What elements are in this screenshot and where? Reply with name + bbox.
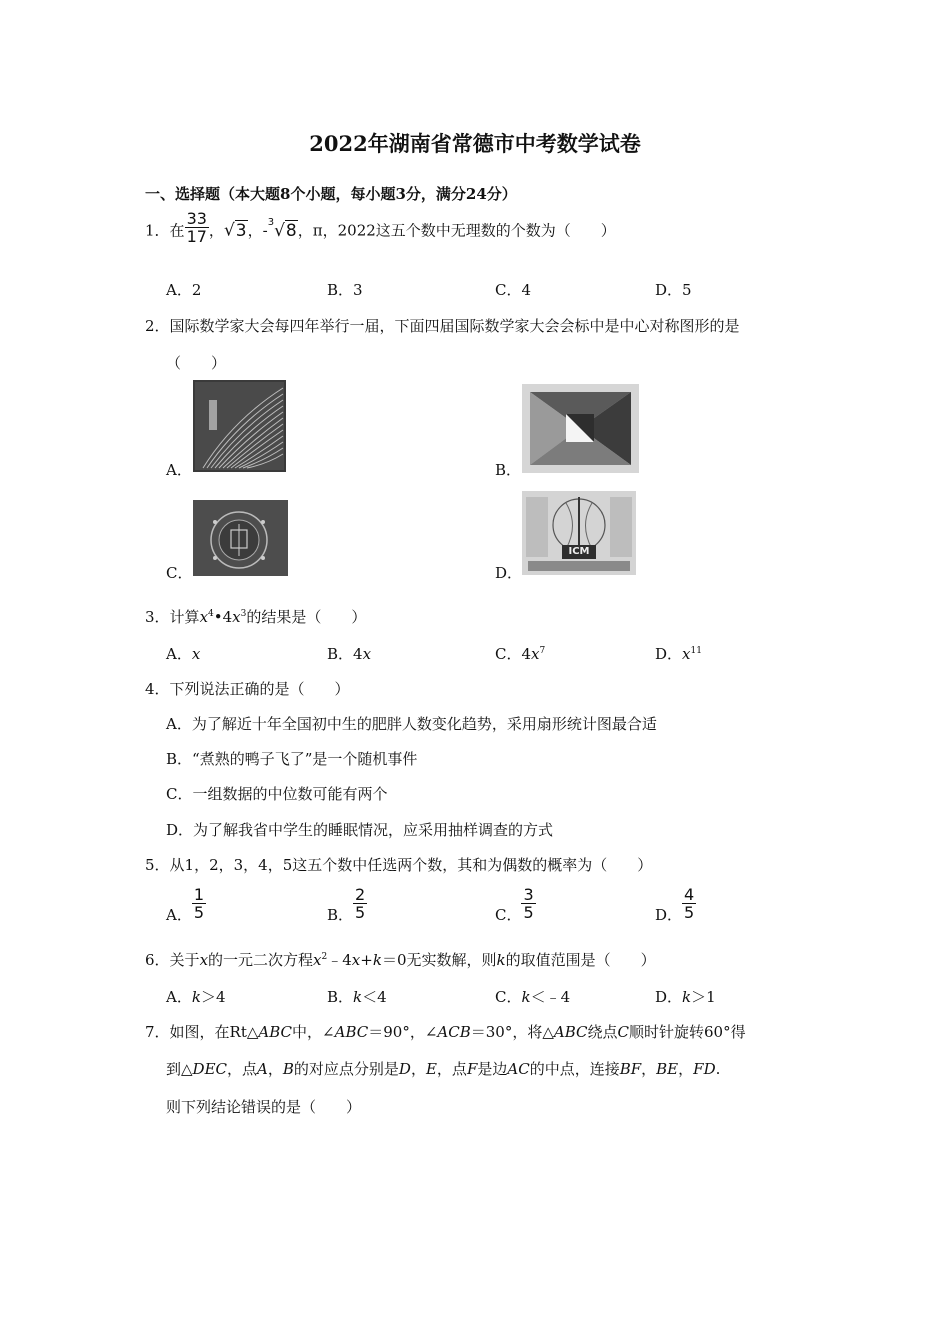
text: ， <box>410 1060 426 1078</box>
question-text-tail: ，π，2022这五个数中无理数的个数为（ ） <box>297 221 616 240</box>
question-number: 6． <box>145 951 170 969</box>
text: 的对应点分别是 <box>293 1060 399 1078</box>
fraction-denominator: 5 <box>523 903 534 922</box>
question-3 <box>145 606 366 627</box>
text: ＝30°，将△ <box>470 1023 554 1041</box>
question-6 <box>145 949 656 970</box>
option-a <box>166 885 206 924</box>
question-text: ＝0无实数解，则 <box>381 951 497 969</box>
label-b: B <box>282 1060 294 1078</box>
radicand: 8 <box>285 220 297 241</box>
separator: ， <box>208 221 224 240</box>
option-label: D． <box>655 905 683 924</box>
text: 的中点，连接 <box>529 1060 620 1078</box>
option-b: B．“煮熟的鸭子飞了”是一个随机事件 <box>166 750 418 768</box>
question-7-line-2 <box>166 1058 720 1079</box>
option-b <box>327 643 371 664</box>
option-label: A． <box>166 988 192 1006</box>
label-d: D <box>398 1060 411 1078</box>
question-text: 的一元二次方程 <box>208 951 314 969</box>
icm-logo-a <box>193 380 286 472</box>
square-root: √3 <box>223 220 247 241</box>
option-b <box>327 986 387 1007</box>
operator: + <box>360 951 373 969</box>
text: 到△ <box>166 1060 193 1078</box>
label-fd: FD <box>693 1060 716 1078</box>
text: 是边 <box>477 1060 508 1078</box>
option-label: C． <box>495 905 522 924</box>
cube-root: $^3$√8 <box>267 216 297 241</box>
question-2-paren: （ ） <box>166 354 227 372</box>
text: 顺时针旋转60°得 <box>628 1023 746 1041</box>
label-c: C <box>617 1023 629 1041</box>
exponent: 7 <box>539 646 546 656</box>
label-dec: DEC <box>192 1060 227 1078</box>
variable-x: x <box>199 608 209 626</box>
label-abc: ABC <box>334 1023 369 1041</box>
variable-k: k <box>353 988 363 1006</box>
separator: ， <box>247 221 263 240</box>
variable-k: k <box>682 988 692 1006</box>
option-label: B． <box>327 905 354 924</box>
option-d <box>655 885 696 924</box>
question-number: 1． <box>145 221 170 240</box>
option-d-label: D． <box>495 564 523 582</box>
fraction-numerator: 1 <box>193 885 205 904</box>
label-acb: ACB <box>437 1023 471 1041</box>
icm-logo-d-graphic <box>522 491 636 575</box>
fraction-1-5 <box>192 886 206 921</box>
option-label: A． <box>166 905 192 924</box>
fraction-numerator: 33 <box>186 209 207 228</box>
question-7-line-3: 则下列结论错误的是（ ） <box>166 1098 362 1116</box>
option-label: D． <box>655 988 683 1006</box>
fraction-numerator: 2 <box>355 885 366 904</box>
variable-k: k <box>496 951 506 969</box>
exponent: 11 <box>690 646 702 656</box>
option-c-label: C． <box>166 564 193 582</box>
text: ， <box>678 1060 694 1078</box>
option-d <box>655 643 702 664</box>
option-a-label: A． <box>166 461 192 479</box>
option-c <box>495 885 536 924</box>
option-label: A． <box>166 645 192 663</box>
label-bf: BF <box>619 1060 642 1078</box>
exponent: 3 <box>240 609 247 619</box>
question-text: 在 <box>169 221 185 240</box>
option-value: x <box>531 645 540 663</box>
fraction-denominator: 17 <box>186 227 207 246</box>
operator: ﹣4 <box>327 951 352 969</box>
question-text-tail: 的取值范围是（ ） <box>505 951 656 969</box>
question-text: 关于 <box>169 951 200 969</box>
question-4-text: 4．下列说法正确的是（ ） <box>145 680 350 698</box>
option-a <box>166 986 225 1007</box>
text: . <box>715 1060 721 1078</box>
fraction-denominator: 5 <box>193 903 205 922</box>
label-ac: AC <box>507 1060 530 1078</box>
question-2-text: 2．国际数学家大会每四年举行一届，下面四届国际数学家大会会标中是中心对称图形的是 <box>145 317 740 335</box>
option-a: A．为了解近十年全国初中生的肥胖人数变化趋势，采用扇形统计图最合适 <box>166 715 657 733</box>
label-e: E <box>425 1060 437 1078</box>
option-a <box>166 643 200 664</box>
question-text: 计算 <box>169 608 200 626</box>
option-value: x <box>682 645 691 663</box>
variable-x: x <box>199 951 209 969</box>
variable-k: k <box>521 988 531 1006</box>
minus-sign: - <box>262 221 268 240</box>
variable-x: x <box>232 608 241 626</box>
fraction-denominator: 5 <box>355 903 366 922</box>
radicand: 3 <box>235 220 247 241</box>
question-5-text: 5．从1，2，3，4，5这五个数中任选两个数，其和为偶数的概率为（ ） <box>145 856 653 874</box>
option-label: B．4 <box>327 645 363 663</box>
label-be: BE <box>656 1060 679 1078</box>
fraction-numerator: 3 <box>523 885 534 904</box>
fraction-2-5 <box>353 886 367 921</box>
icm-logo-a-graphic <box>193 380 286 472</box>
variable-x: x <box>313 951 322 969</box>
text: 绕点 <box>587 1023 618 1041</box>
option-value: ＜﹣4 <box>530 988 571 1006</box>
text: ， <box>267 1060 283 1078</box>
option-c: C．4 <box>495 281 532 299</box>
icm-logo-b-graphic <box>522 384 639 473</box>
option-label: C． <box>495 988 522 1006</box>
label-f: F <box>466 1060 478 1078</box>
option-c <box>495 643 545 664</box>
fraction-denominator: 5 <box>684 903 695 922</box>
question-7-line-1 <box>145 1021 746 1042</box>
question-1 <box>145 209 616 249</box>
variable-k: k <box>372 951 382 969</box>
option-b <box>327 885 367 924</box>
option-d <box>655 986 716 1007</box>
exponent: 2 <box>321 952 328 962</box>
option-value: ＞1 <box>691 988 716 1006</box>
option-label: D． <box>655 645 683 663</box>
option-label: C．4 <box>495 645 532 663</box>
option-value: ＜4 <box>362 988 387 1006</box>
fraction-33-17 <box>185 210 209 245</box>
text: ，点 <box>436 1060 467 1078</box>
text: 7．如图，在Rt△ <box>145 1023 259 1041</box>
option-d: D．为了解我省中学生的睡眠情况，应采用抽样调查的方式 <box>166 821 554 839</box>
text: ＝90°，∠ <box>368 1023 438 1041</box>
option-value: x <box>191 645 201 663</box>
fraction-3-5 <box>521 886 535 921</box>
option-value: ＞4 <box>200 988 226 1006</box>
section-heading: 一、选择题（本大题8个小题，每小题3分，满分24分） <box>145 185 517 203</box>
question-text-tail: 的结果是（ ） <box>246 608 367 626</box>
icm-label: ICM <box>568 546 590 557</box>
option-c <box>495 986 570 1007</box>
option-value: x <box>362 645 372 663</box>
text: ，点 <box>227 1060 258 1078</box>
icm-logo-d <box>522 491 636 575</box>
variable-k: k <box>191 988 201 1006</box>
label-a: A <box>257 1060 268 1078</box>
label-abc: ABC <box>553 1023 588 1041</box>
option-b: B．3 <box>327 281 363 299</box>
option-a: A．2 <box>166 281 202 299</box>
icm-logo-b <box>522 384 639 473</box>
exponent: 4 <box>208 609 214 619</box>
question-number: 3． <box>145 608 170 626</box>
fraction-numerator: 4 <box>684 885 695 904</box>
option-d: D．5 <box>655 281 692 299</box>
page-title: 2022年湖南省常德市中考数学试卷 <box>309 131 641 156</box>
option-label: B． <box>327 988 354 1006</box>
option-b-label: B． <box>495 461 522 479</box>
text: 中，∠ <box>292 1023 335 1041</box>
fraction-4-5 <box>682 886 696 921</box>
variable-x: x <box>351 951 361 969</box>
text: ， <box>641 1060 657 1078</box>
icm-logo-c-graphic <box>193 500 288 576</box>
label-abc: ABC <box>258 1023 293 1041</box>
root-index: 3 <box>267 216 275 228</box>
icm-logo-c <box>193 500 288 576</box>
operator: •4 <box>213 608 233 626</box>
option-c: C．一组数据的中位数可能有两个 <box>166 785 388 803</box>
